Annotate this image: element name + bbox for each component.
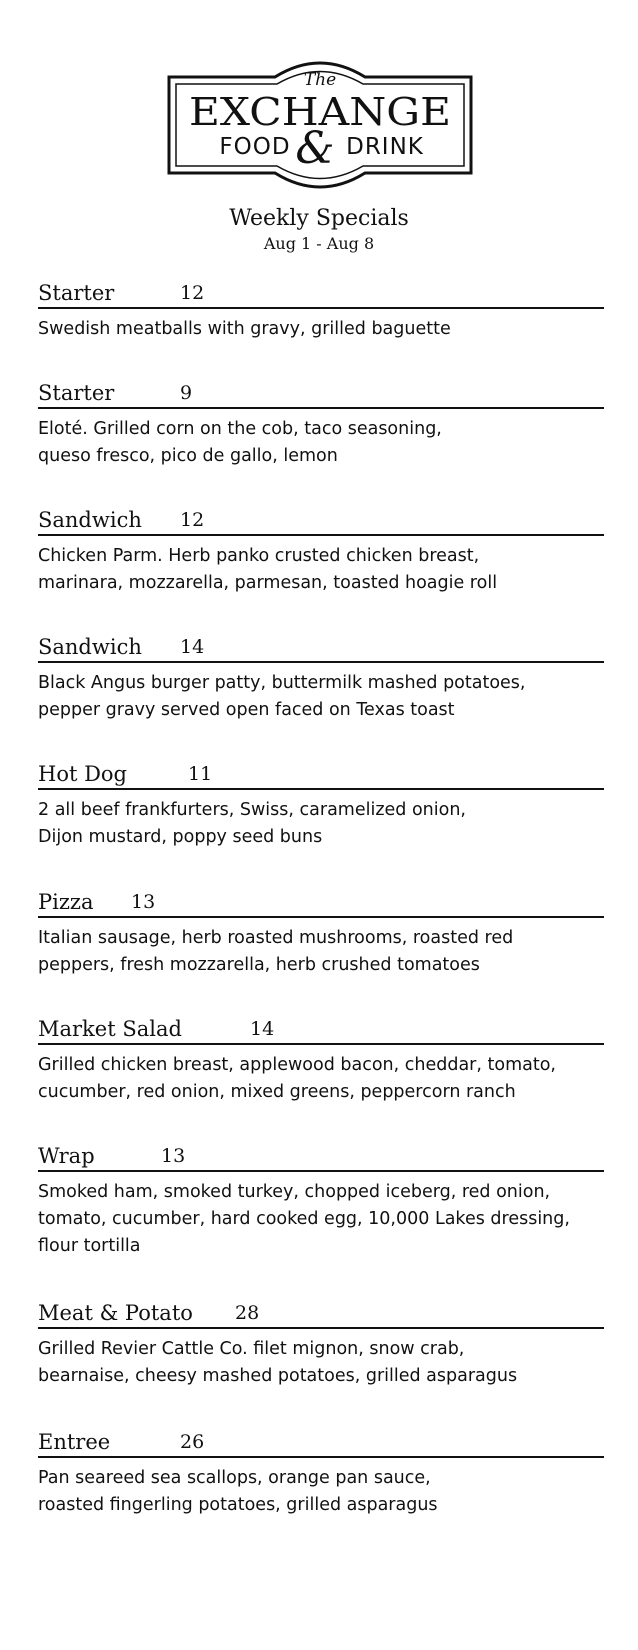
menu-item-name: Market Salad (38, 1017, 182, 1041)
menu-item (38, 504, 604, 597)
menu-item-price: 13 (161, 1145, 186, 1167)
exchange-logo (165, 55, 475, 195)
menu-item-description: Chicken Parm. Herb panko crusted chicken breast, marinara, mozzarella, parmesan, toasted hoagie roll (38, 546, 498, 593)
page-title: Weekly Specials (229, 206, 409, 231)
menu-item-header (38, 504, 604, 536)
menu-item-price: 26 (180, 1431, 205, 1453)
menu-item-header (38, 377, 604, 409)
menu-item-name: Pizza (38, 890, 94, 914)
menu-item-name: Starter (38, 381, 115, 405)
menu-item-price: 11 (188, 763, 213, 785)
menu-item-description: Swedish meatballs with gravy, grilled baguette (38, 319, 451, 339)
menu-item-description: Black Angus burger patty, buttermilk mashed potatoes, pepper gravy served open faced on Texas toast (38, 673, 526, 720)
logo-food: FOOD (219, 134, 291, 160)
logo-exchange: EXCHANGE (189, 90, 451, 134)
menu-item-name: Sandwich (38, 635, 142, 659)
logo-ampersand: & (295, 123, 335, 174)
menu-item (38, 1013, 604, 1106)
menu-item (38, 1426, 604, 1519)
logo-the: The (303, 70, 337, 90)
menu-item-header (38, 758, 604, 790)
menu-item-header (38, 886, 604, 918)
logo-svg (165, 55, 475, 195)
menu-item-description: Eloté. Grilled corn on the cob, taco seasoning, queso fresco, pico de gallo, lemon (38, 419, 442, 466)
menu-item (38, 1297, 604, 1390)
menu-item (38, 758, 604, 851)
menu-item-name: Wrap (38, 1144, 95, 1168)
menu-item-header (38, 1297, 604, 1329)
specials-header (0, 205, 638, 255)
menu-item-description: Pan seareed sea scallops, orange pan sauce, roasted fingerling potatoes, grilled asparagus (38, 1468, 438, 1515)
menu-item-price: 28 (235, 1302, 260, 1324)
menu-item-description: Italian sausage, herb roasted mushrooms, roasted red peppers, fresh mozzarella, herb crushed tomatoes (38, 928, 514, 975)
menu-item-price: 9 (180, 382, 193, 404)
menu-item-price: 14 (250, 1018, 275, 1040)
menu-item-header (38, 1426, 604, 1458)
menu-item-name: Sandwich (38, 508, 142, 532)
menu-item (38, 277, 604, 343)
menu-item-price: 12 (180, 509, 205, 531)
menu-item-header (38, 631, 604, 663)
menu-item-price: 13 (131, 891, 156, 913)
logo-drink: DRINK (346, 134, 424, 160)
date-range: Aug 1 - Aug 8 (263, 234, 375, 253)
menu-item-description: Grilled chicken breast, applewood bacon, cheddar, tomato, cucumber, red onion, mixed greens, peppercorn ranch (38, 1055, 556, 1102)
menu-item (38, 886, 604, 979)
menu-item-price: 14 (180, 636, 205, 658)
menu-item-description: Smoked ham, smoked turkey, chopped iceberg, red onion, tomato, cucumber, hard cooked egg, 10,000 Lakes dressing, flour tortilla (38, 1182, 570, 1256)
menu-item-price: 12 (180, 282, 205, 304)
menu-item-header (38, 1013, 604, 1045)
menu-item (38, 377, 604, 470)
menu-item-name: Entree (38, 1430, 111, 1454)
menu-item (38, 1140, 604, 1260)
menu-item-name: Starter (38, 281, 115, 305)
menu-item (38, 631, 604, 724)
menu-item-description: Grilled Revier Cattle Co. filet mignon, snow crab, bearnaise, cheesy mashed potatoes, grilled asparagus (38, 1339, 518, 1386)
menu-item-name: Meat & Potato (38, 1301, 193, 1325)
menu-item-header (38, 277, 604, 309)
menu-item-name: Hot Dog (38, 762, 127, 786)
menu-item-header (38, 1140, 604, 1172)
menu-item-description: 2 all beef frankfurters, Swiss, caramelized onion, Dijon mustard, poppy seed buns (38, 800, 466, 847)
